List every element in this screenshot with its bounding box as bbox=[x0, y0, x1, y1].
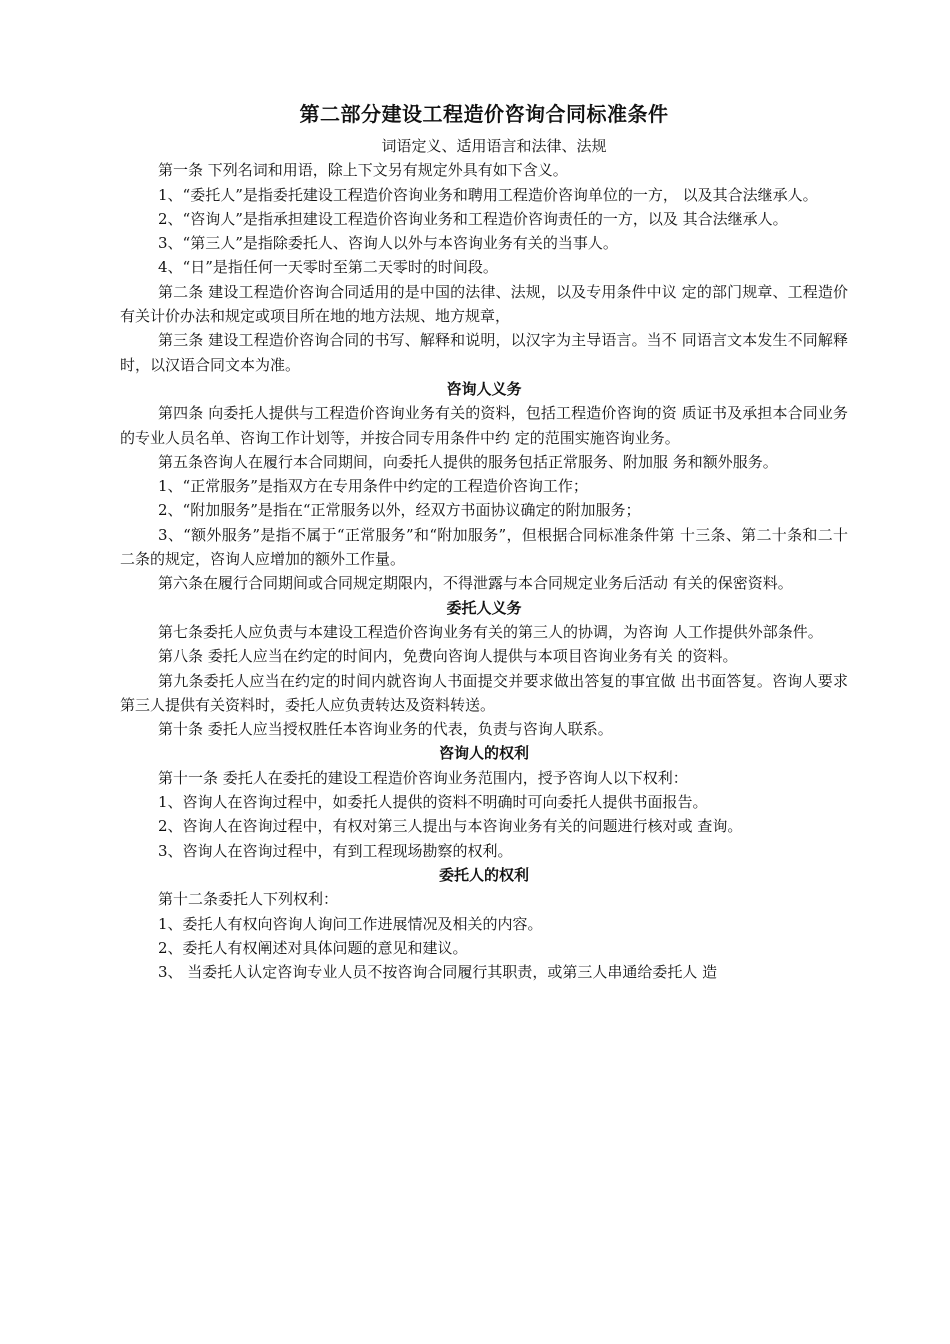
paragraph: 第五条咨询人在履行本合同期间，向委托人提供的服务包括正常服务、附加服 务和额外服务。 bbox=[158, 452, 778, 471]
paragraph: 2、咨询人在咨询过程中，有权对第三人提出与本咨询业务有关的问题进行核对或 查询。 bbox=[158, 817, 743, 836]
section-heading: 咨询人的权利 bbox=[438, 744, 529, 763]
paragraph: 第十一条 委托人在委托的建设工程造价咨询业务范围内，授予咨询人以下权利： bbox=[158, 768, 688, 787]
document-body bbox=[120, 158, 848, 984]
section-heading: 委托人的权利 bbox=[438, 865, 529, 884]
paragraph: 第十二条委托人下列权利： bbox=[158, 890, 339, 909]
document-title: 第二部分建设工程造价咨询合同标准条件 bbox=[299, 102, 669, 126]
paragraph: 3、“额外服务”是指不属于“正常服务”和“附加服务”，但根据合同标准条件第 十三条、第二十条和二十二条的规定，咨询人应增加的额外工作量。 bbox=[120, 525, 848, 569]
paragraph: 1、“正常服务”是指双方在专用条件中约定的工程造价咨询工作； bbox=[158, 477, 588, 496]
paragraph: 第六条在履行合同期间或合同规定期限内，不得泄露与本合同规定业务后活动 有关的保密资料。 bbox=[158, 574, 793, 593]
paragraph: 2、委托人有权阐述对具体问题的意见和建议。 bbox=[158, 938, 468, 957]
document-page bbox=[120, 98, 848, 984]
paragraph: 2、“咨询人”是指承担建设工程造价咨询业务和工程造价咨询责任的一方，以及 其合法继承人。 bbox=[158, 209, 788, 228]
paragraph: 1、“委托人”是指委托建设工程造价咨询业务和聘用工程造价咨询单位的一方， 以及其合法继承人。 bbox=[158, 185, 818, 204]
paragraph: 第七条委托人应负责与本建设工程造价咨询业务有关的第三人的协调，为咨询 人工作提供外部条件。 bbox=[158, 622, 823, 641]
paragraph: 第九条委托人应当在约定的时间内就咨询人书面提交并要求做出答复的事宜做 出书面答复。咨询人要求第三人提供有关资料时，委托人应负责转达及资料转送。 bbox=[120, 671, 848, 714]
paragraph: 3、“第三人”是指除委托人、咨询人以外与本咨询业务有关的当事人。 bbox=[158, 234, 618, 253]
paragraph: 第十条 委托人应当授权胜任本咨询业务的代表，负责与咨询人联系。 bbox=[158, 720, 613, 739]
paragraph: 1、咨询人在咨询过程中，如委托人提供的资料不明确时可向委托人提供书面报告。 bbox=[158, 793, 708, 812]
paragraph: 2、“附加服务”是指在“正常服务以外，经双方书面协议确定的附加服务； bbox=[158, 501, 641, 520]
paragraph: 3、 当委托人认定咨询专业人员不按咨询合同履行其职责，或第三人串通给委托人 造 bbox=[158, 963, 718, 982]
section-heading: 委托人义务 bbox=[446, 598, 522, 617]
document-subtitle: 词语定义、适用语言和法律、法规 bbox=[381, 137, 607, 155]
paragraph: 4、“日”是指任何一天零时至第二天零时的时间段。 bbox=[158, 258, 498, 277]
paragraph: 第四条 向委托人提供与工程造价咨询业务有关的资料，包括工程造价咨询的资 质证书及承担本合同业务的专业人员名单、咨询工作计划等，并按合同专用条件中约 定的范围实施咨询业务。 bbox=[120, 404, 848, 447]
paragraph: 1、委托人有权向咨询人询问工作进展情况及相关的内容。 bbox=[158, 914, 543, 933]
paragraph: 第三条 建设工程造价咨询合同的书写、解释和说明，以汉字为主导语言。当不 同语言文本发生不同解释时，以汉语合同文本为准。 bbox=[120, 331, 848, 374]
paragraph: 第一条 下列名词和用语，除上下文另有规定外具有如下含义。 bbox=[158, 161, 568, 180]
paragraph: 第二条 建设工程造价咨询合同适用的是中国的法律、法规，以及专用条件中议 定的部门规章、工程造价有关计价办法和规定或项目所在地的地方法规、地方规章， bbox=[120, 282, 848, 326]
paragraph: 第八条 委托人应当在约定的时间内，免费向咨询人提供与本项目咨询业务有关 的资料。 bbox=[158, 647, 738, 666]
section-heading: 咨询人义务 bbox=[446, 379, 522, 398]
paragraph: 3、咨询人在咨询过程中，有到工程现场勘察的权利。 bbox=[158, 841, 513, 860]
